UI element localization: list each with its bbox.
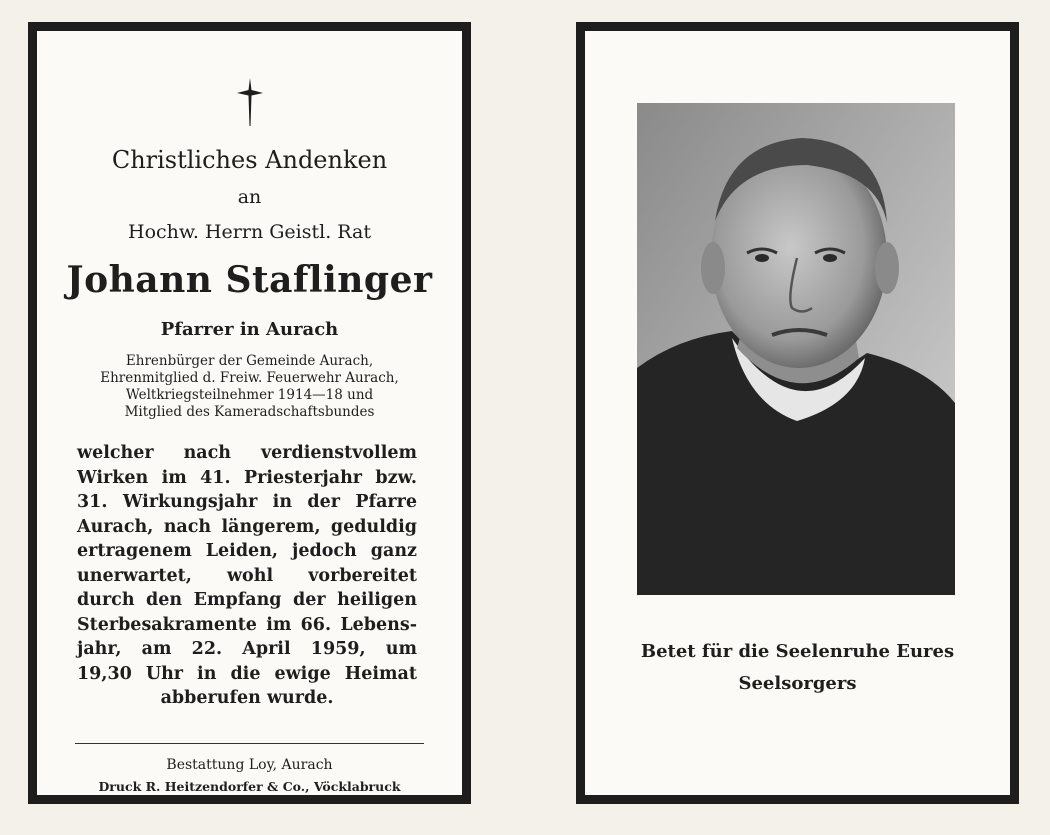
memorial-text-card: [28, 22, 471, 804]
honor-line: Ehrenbürger der Gemeinde Aurach,: [125, 353, 374, 369]
bio-line: unerwartet, wohl vorbereitet: [77, 565, 417, 586]
heading: Christliches Andenken: [111, 146, 388, 174]
divider: [75, 743, 424, 744]
bio-line: 19,30 Uhr in die ewige Heimat: [77, 663, 417, 684]
honor-line: Weltkriegsteilnehmer 1914—18 und: [125, 387, 374, 403]
bio-line: 31. Wirkungsjahr in der Pfarre: [77, 492, 417, 512]
bio-line: Sterbesakramente im 66. Lebens-: [77, 614, 417, 635]
footer-funeral-home: Bestattung Loy, Aurach: [166, 757, 333, 773]
honor-line: Mitglied des Kameradschaftsbundes: [124, 404, 375, 420]
honorific-title: Hochw. Herrn Geistl. Rat: [128, 221, 371, 243]
prayer-line-2: Seelsorgers: [738, 673, 857, 694]
cross-icon: [235, 76, 265, 128]
deceased-name: Johann Staflinger: [66, 259, 433, 301]
footer-printer: Druck R. Heitzendorfer & Co., Vöcklabruck: [98, 779, 401, 794]
bio-line: Wirken im 41. Priesterjahr bzw.: [77, 467, 417, 488]
honors-list: [47, 353, 452, 421]
office: Pfarrer in Aurach: [160, 319, 339, 340]
bio-line: jahr, am 22. April 1959, um: [77, 639, 417, 659]
biography: [77, 441, 417, 711]
bio-line: Aurach, nach längerem, geduldig: [77, 516, 417, 537]
portrait-photo: [637, 103, 955, 595]
bio-line: ertragenem Leiden, jedoch ganz: [77, 541, 417, 561]
preposition: an: [237, 186, 262, 208]
bio-line: welcher nach verdienstvollem: [77, 443, 417, 463]
honor-line: Ehrenmitglied d. Freiw. Feuerwehr Aurach,: [100, 370, 399, 386]
bio-line: durch den Empfang der heiligen: [77, 590, 417, 610]
prayer-line-1: Betet für die Seelenruhe Eures: [640, 641, 955, 662]
bio-line: abberufen wurde.: [160, 688, 334, 708]
memorial-photo-card: [576, 22, 1019, 804]
